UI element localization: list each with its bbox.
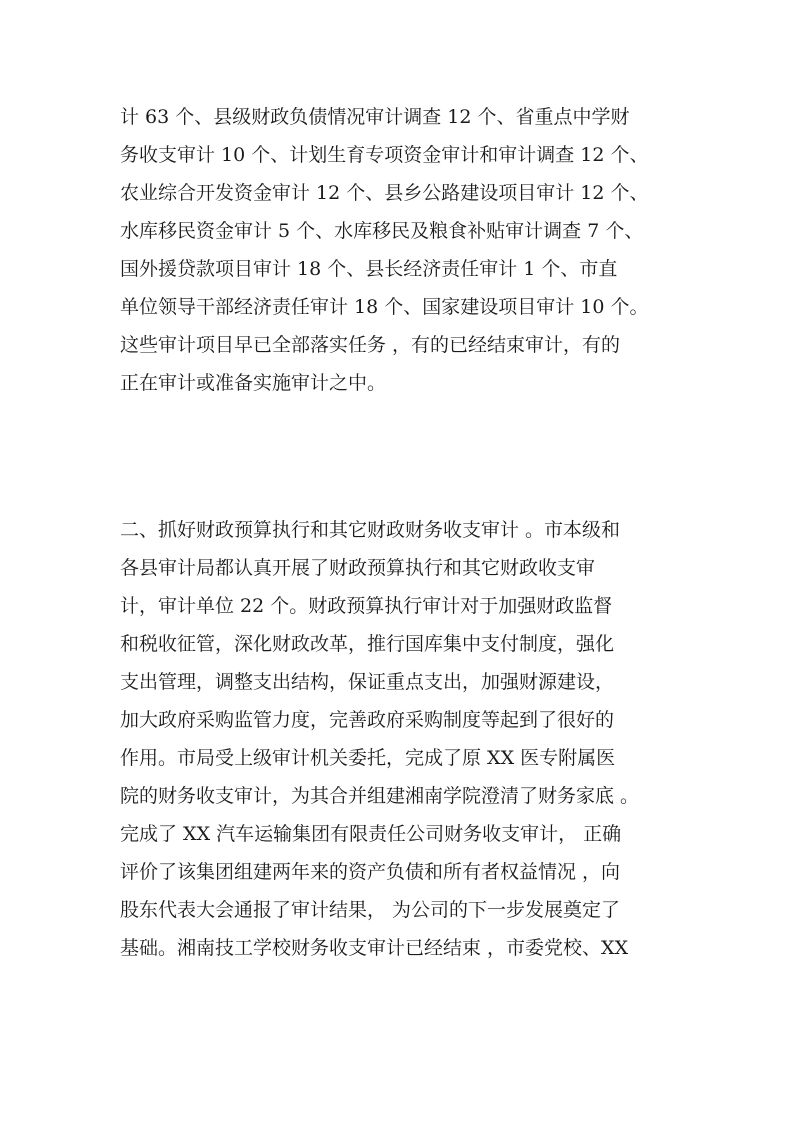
- paragraph-2-line-12: 基础。湘南技工学校财务收支审计已经结束 ，市委党校、XX: [120, 937, 629, 959]
- paragraph-2-line-6: 加大政府采购监管力度，完善政府采购制度等起到了很好的: [120, 709, 615, 731]
- paragraph-1-line-5: 国外援贷款项目审计 18 个、县长经济责任审计 1 个、市直: [120, 258, 618, 280]
- paragraph-2-line-1: 二、抓好财政预算执行和其它财政财务收支审计 。市本级和: [120, 519, 621, 541]
- paragraph-1-line-7: 这些审计项目早已全部落实任务 ，有的已经结束审计，有的: [120, 334, 621, 356]
- paragraph-2-line-2: 各县审计局都认真开展了财政预算执行和其它财政收支审: [120, 557, 596, 579]
- paragraph-2-line-9: 完成了 XX 汽车运输集团有限责任公司财务收支审计， 正确: [120, 823, 622, 845]
- paragraph-2-line-4: 和税收征管，深化财政改革，推行国库集中支付制度，强化: [120, 633, 615, 655]
- paragraph-2-line-7: 作用。市局受上级审计机关委托，完成了原 XX 医专附属医: [120, 747, 616, 769]
- paragraph-2-line-5: 支出管理，调整支出结构，保证重点支出，加强财源建设，: [120, 671, 615, 693]
- paragraph-2-line-3: 计，审计单位 22 个。财政预算执行审计对于加强财政监督: [120, 595, 613, 617]
- paragraph-1-line-6: 单位领导干部经济责任审计 18 个、国家建设项目审计 10 个。: [120, 296, 649, 318]
- paragraph-1-line-2: 务收支审计 10 个、计划生育专项资金审计和审计调查 12 个、: [120, 144, 649, 166]
- paragraph-1-line-1: 计 63 个、县级财政负债情况审计调查 12 个、省重点中学财: [120, 106, 630, 128]
- paragraph-2-line-11: 股东代表大会通报了审计结果， 为公司的下一步发展奠定了: [120, 899, 621, 921]
- paragraph-1-line-3: 农业综合开发资金审计 12 个、县乡公路建设项目审计 12 个、: [120, 182, 649, 204]
- paragraph-1-line-8: 正在审计或准备实施审计之中。: [120, 372, 387, 394]
- paragraph-1-line-4: 水库移民资金审计 5 个、水库移民及粮食补贴审计调查 7 个、: [120, 220, 644, 242]
- paragraph-2-line-8: 院的财务收支审计，为其合并组建湘南学院澄清了财务家底 。: [120, 785, 640, 807]
- paragraph-2-line-10: 评价了该集团组建两年来的资产负债和所有者权益情况 ，向: [120, 861, 621, 883]
